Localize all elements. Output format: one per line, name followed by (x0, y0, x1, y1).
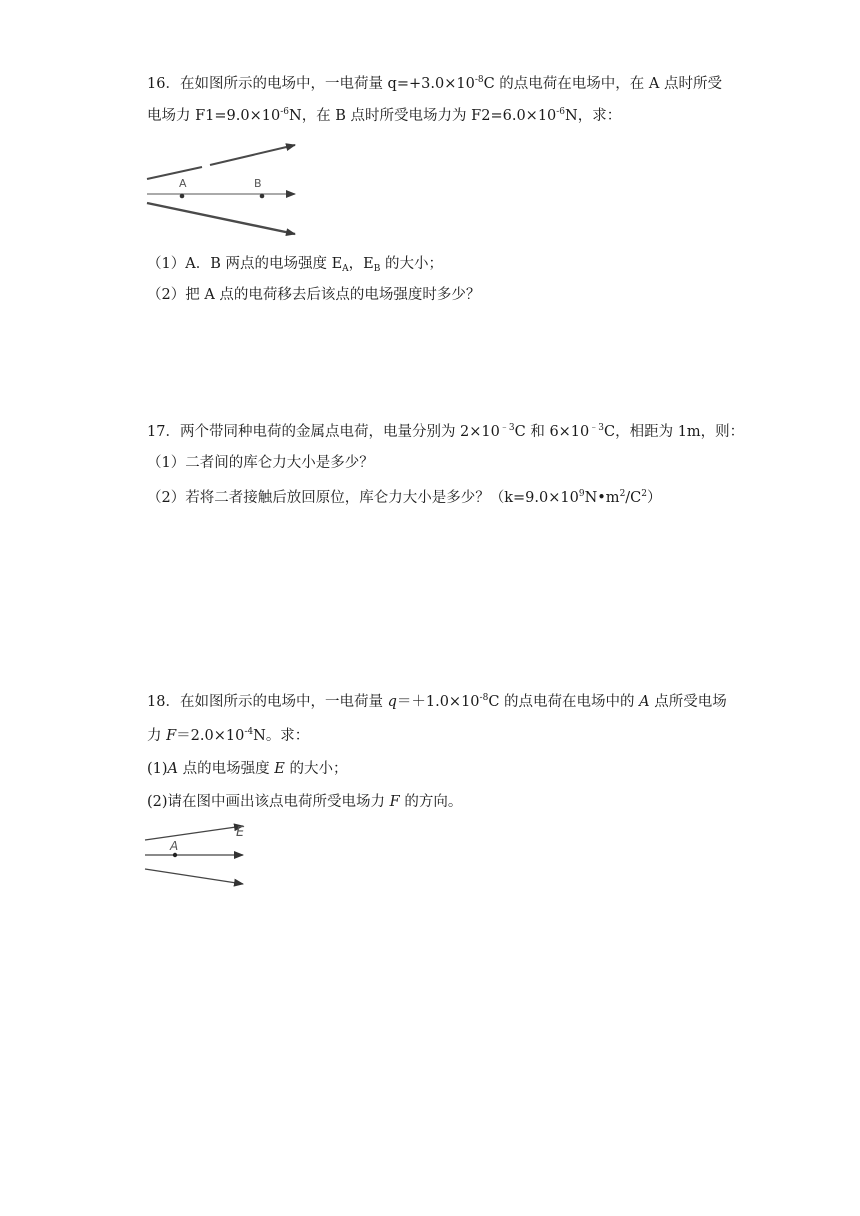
q16-subquestion-1: （1）A．B 两点的电场强度 $E_A$，$E_B$ 的大小； (147, 256, 443, 274)
field-e-label: E (236, 825, 245, 840)
field-line-top-arrow (210, 145, 295, 165)
q17-subquestion-2: （2）若将二者接触后放回原位，库仑力大小是多少？$(k=9.0\times 10^9N•m^2/C^2)$ (147, 489, 662, 506)
field-line-bottom (145, 869, 243, 884)
point-a-label: A (170, 839, 179, 853)
q18-stem-line1: 18．在如图所示的电场中，一电荷量 $q=+1.0\times 10^{-8}C$ 的点电荷在电场中的 A 点所受电场 (147, 693, 727, 710)
point-a-label: A (179, 177, 187, 190)
field-line-top (147, 167, 202, 179)
q18-subquestion-2: (2)请在图中画出该点电荷所受电场力 F 的方向。 (147, 794, 463, 810)
q16-stem-line2: 电场力 $F1=9.0\times 10^{-6}N$，在 B 点时所受电场力为 $F2=6.0\times 10^{-6}N$，求： (147, 107, 622, 124)
q16-subquestion-2: （2）把 A 点的电荷移去后该点的电场强度时多少？ (147, 287, 481, 303)
point-b-label: B (254, 177, 262, 190)
q17-subquestion-1: （1）二者间的库仑力大小是多少？ (147, 455, 374, 471)
q16-stem-line1: 16．在如图所示的电场中，一电荷量 $q=+3.0\times 10^{-8}C$ 的点电荷在电场中，在 A 点时所受 (147, 75, 722, 92)
point-a-dot (173, 853, 177, 857)
q18-subquestion-1: (1)A 点的电场强度 E 的大小； (147, 761, 348, 777)
field-line-top (145, 826, 243, 840)
q16-field-figure (140, 136, 310, 246)
q18-stem-line2: 力 $F=2.0\times 10^{-4}N$。求： (147, 727, 310, 744)
field-line-bottom (147, 203, 295, 234)
q18-field-figure (140, 818, 260, 893)
q17-stem-line1: 17．两个带同种电荷的金属点电荷，电量分别为 $2\times 10^{﹣3}C$ 和 $6\times 10^{﹣3}C$，相距为 1m，则： (147, 423, 745, 440)
point-a-dot (180, 194, 185, 199)
point-b-dot (260, 194, 265, 199)
